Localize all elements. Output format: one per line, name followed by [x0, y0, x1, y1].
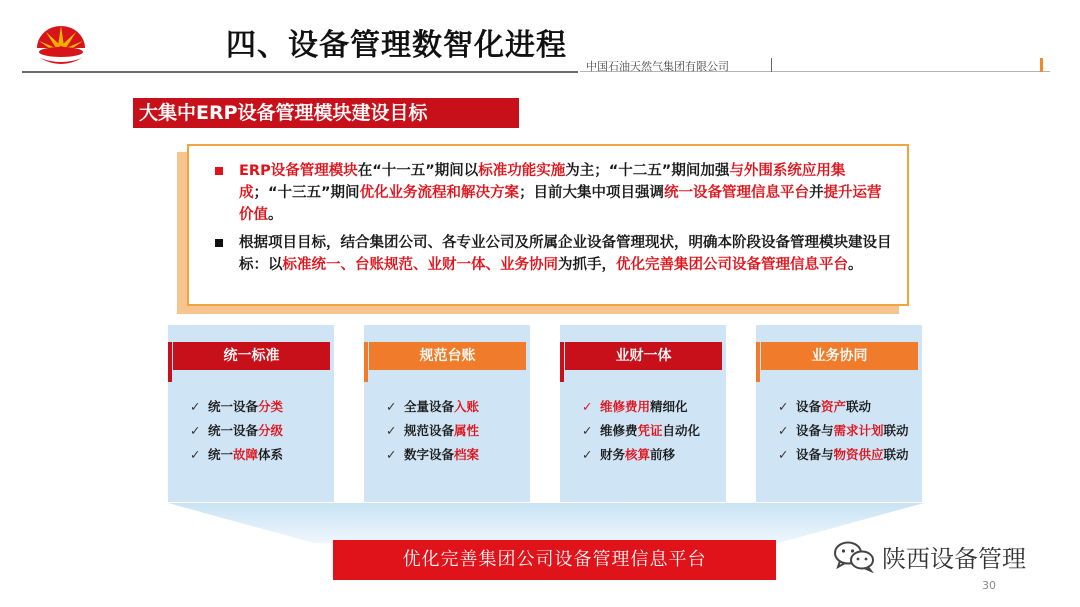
card-item — [582, 443, 700, 467]
check-icon: ✓ — [778, 447, 789, 462]
petrochina-logo-icon — [34, 22, 88, 68]
card-item-list — [386, 395, 479, 467]
check-icon: ✓ — [190, 447, 201, 462]
item-text: 联动 — [846, 399, 872, 414]
check-icon: ✓ — [582, 423, 593, 438]
paragraph-segment: ERP设备管理模块 — [239, 163, 358, 179]
paragraph-segment: 优化完善集团公司设备管理信息平台 — [616, 257, 848, 273]
paragraph-segment: 。 — [268, 207, 283, 223]
item-text: 自动化 — [662, 423, 701, 438]
paragraph-segment: 在“十一五”期间以 — [357, 163, 479, 179]
watermark — [832, 538, 1026, 574]
item-highlight: 维修费用 — [600, 399, 651, 414]
funnel-shape — [168, 503, 924, 543]
card-accent-mark — [756, 342, 760, 382]
card-item-list — [190, 395, 283, 467]
card-item-list — [778, 395, 909, 467]
item-highlight: 核算 — [625, 447, 651, 462]
company-name: 中国石油天然气集团有限公司 — [586, 60, 729, 73]
paragraph-segment: ；目前大集中项目强调 — [519, 185, 665, 201]
item-highlight: 资产 — [821, 399, 847, 414]
card-title: 业务协同 — [761, 342, 918, 370]
item-text: 统一设备 — [208, 423, 259, 438]
card-item — [190, 443, 283, 467]
check-icon: ✓ — [778, 423, 789, 438]
card-item — [582, 395, 700, 419]
card-item — [386, 419, 479, 443]
check-icon: ✓ — [778, 399, 789, 414]
card-item — [386, 443, 479, 467]
orange-accent-mark — [1040, 58, 1043, 72]
card-unified-standard — [168, 325, 334, 502]
paragraph-segment: 标准统一、台账规范、业财一体、业务协同 — [282, 257, 558, 273]
goal-paragraph-1 — [213, 160, 893, 226]
paragraph-segment: ；“十三五”期间 — [253, 185, 360, 201]
card-item — [190, 419, 283, 443]
item-text: 设备 — [796, 399, 822, 414]
card-accent-mark — [168, 342, 172, 382]
check-icon: ✓ — [190, 423, 201, 438]
item-highlight: 需求计划 — [833, 423, 884, 438]
item-text: 设备与 — [796, 447, 834, 462]
item-text: 体系 — [258, 447, 284, 462]
wechat-icon — [832, 539, 876, 573]
square-bullet-icon — [215, 167, 223, 175]
card-item — [778, 443, 909, 467]
check-icon: ✓ — [582, 399, 593, 414]
paragraph-segment: 为抓手， — [558, 257, 616, 273]
header-divider — [22, 71, 578, 73]
card-standard-ledger — [364, 325, 530, 502]
item-text: 全量设备 — [404, 399, 455, 414]
watermark-text: 陕西设备管理 — [882, 544, 1026, 573]
item-text: 前移 — [650, 447, 676, 462]
item-highlight: 分级 — [258, 423, 284, 438]
card-business-finance — [560, 325, 726, 502]
item-text: 规范设备 — [404, 423, 455, 438]
item-text: 精细化 — [650, 399, 688, 414]
check-icon: ✓ — [386, 423, 397, 438]
paragraph-segment: 标准功能实施 — [478, 163, 566, 179]
page-number: 30 — [982, 579, 996, 592]
item-highlight: 档案 — [454, 447, 480, 462]
paragraph-segment: 提升运营价值 — [239, 185, 882, 223]
card-item — [190, 395, 283, 419]
check-icon: ✓ — [190, 399, 201, 414]
item-highlight: 分类 — [258, 399, 284, 414]
paragraph-segment: 为主；“十二五”期间加强 — [565, 163, 730, 179]
paragraph-segment: 优化业务流程和解决方案 — [359, 185, 520, 201]
card-accent-mark — [364, 342, 368, 382]
check-icon: ✓ — [386, 399, 397, 414]
item-highlight: 属性 — [454, 423, 480, 438]
item-text: 统一设备 — [208, 399, 259, 414]
item-highlight: 物资供应 — [833, 447, 884, 462]
card-item — [582, 419, 700, 443]
card-title: 业财一体 — [565, 342, 722, 370]
paragraph-segment: 。 — [848, 257, 863, 273]
card-accent-mark — [560, 342, 564, 382]
card-business-synergy — [756, 325, 922, 502]
platform-goal-box: 优化完善集团公司设备管理信息平台 — [333, 540, 776, 580]
goal-paragraph-2 — [213, 232, 893, 276]
card-item-list — [582, 395, 700, 467]
item-text: 设备与 — [796, 423, 834, 438]
section-subtitle: 大集中ERP设备管理模块建设目标 — [133, 98, 519, 128]
square-bullet-icon — [215, 239, 223, 247]
item-text: 联动 — [883, 423, 909, 438]
paragraph-segment: 并 — [809, 185, 824, 201]
item-text: 维修费 — [600, 423, 638, 438]
item-text: 统一 — [208, 447, 234, 462]
item-highlight: 入账 — [454, 399, 480, 414]
company-separator — [771, 58, 772, 72]
item-text: 联动 — [883, 447, 909, 462]
paragraph-segment: 与外围系统应用集成 — [239, 163, 846, 201]
page-title: 四、设备管理数智化进程 — [226, 28, 567, 63]
card-title: 规范台账 — [369, 342, 526, 370]
card-item — [778, 419, 909, 443]
paragraph-segment: 根据项目目标，结合集团公司、各专业公司及所属企业设备管理现状，明确本阶段设备管理模块建设目标：以 — [239, 235, 892, 273]
card-item — [386, 395, 479, 419]
item-text: 财务 — [600, 447, 626, 462]
check-icon: ✓ — [386, 447, 397, 462]
card-title: 统一标准 — [173, 342, 330, 370]
card-item — [778, 395, 909, 419]
goals-text-box — [187, 144, 909, 306]
item-highlight: 故障 — [233, 447, 259, 462]
paragraph-segment: 统一设备管理信息平台 — [664, 185, 810, 201]
item-highlight: 凭证 — [637, 423, 663, 438]
check-icon: ✓ — [582, 447, 593, 462]
item-text: 数字设备 — [404, 447, 455, 462]
